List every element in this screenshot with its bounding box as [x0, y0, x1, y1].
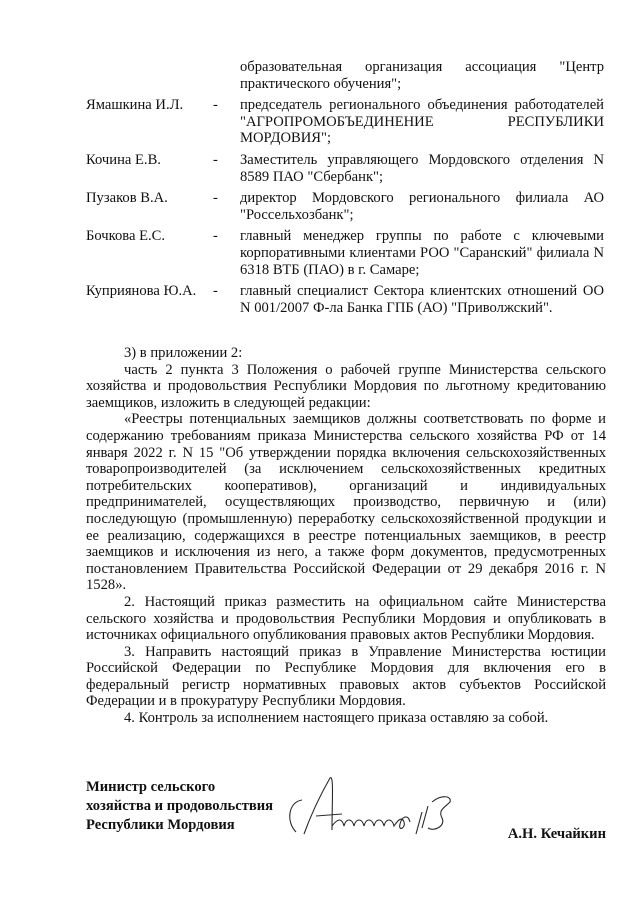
paragraph-item-2: 2. Настоящий приказ разместить на официальном сайте Министерства сельского хозяйства и продовольствия Республики Мордовия и опубликовать в источниках официального опубликования правовых актов Республики Мордовия. — [86, 593, 606, 644]
handwritten-signature — [282, 772, 482, 848]
member-row — [86, 283, 606, 316]
signatory-name: А.Н. Кечайкин — [507, 826, 606, 842]
member-role: образовательная организация ассоциация "Центр практического обучения"; — [240, 59, 604, 92]
signature-block — [86, 778, 606, 848]
member-role: главный менеджер группы по работе с ключевыми корпоративными клиентами РОО "Саранский" филиала N 6318 ВТБ (ПАО) в г. Самаре; — [240, 228, 604, 278]
member-dash: - — [213, 228, 218, 245]
member-role: директор Мордовского регионального филиала АО "Россельхозбанк"; — [240, 190, 604, 223]
member-row — [86, 152, 606, 185]
member-dash: - — [213, 97, 218, 114]
member-name: Пузаков В.А. — [86, 190, 168, 207]
paragraph-item-3: 3. Направить настоящий приказ в Управление Министерства юстиции Российской Федерации по Республике Мордовия для включения его в федеральный регистр нормативных правовых актов субъектов Российской Федерации и в прокуратуру Республики Мордовия. — [86, 643, 606, 710]
member-name: Бочкова Е.С. — [86, 228, 166, 245]
member-row-continued — [86, 59, 606, 92]
working-group-members — [86, 59, 606, 321]
paragraph-item-4: 4. Контроль за исполнением настоящего приказа оставляю за собой. — [124, 710, 549, 727]
paragraph-appendix-2: 3) в приложении 2: — [124, 345, 243, 361]
member-name: Кочина Е.В. — [86, 151, 161, 168]
member-role: главный специалист Сектора клиентских отношений ОО N 001/2007 Ф-ла Банка ГПБ (АО) "Приволжский". — [240, 283, 604, 316]
signatory-title-line: Министр сельского — [86, 779, 216, 795]
member-row — [86, 228, 606, 278]
signatory-title — [86, 778, 286, 835]
paragraph-amendment-text: «Реестры потенциальных заемщиков должны соответствовать по форме и содержанию требованиям приказа Министерства сельского хозяйства РФ от 14 января 2022 г. N 15 "Об утверждении порядка включения сельскохозяйственных товаропроизводителей (за исключением сельскохозяйственных кредитных потребительских кооперативов), организаций и индивидуальных предпринимателей, осуществляющих производство, первичную и (или) последующую (промышленную) переработку сельскохозяйственной продукции и ее реализацию, содержащихся в реестре потенциальных заемщиков, в реестр заемщиков и исключения из него, а также форм документов, предусмотренных постановлением Правительства Российской Федерации от 29 декабря 2016 г. N 1528». — [86, 411, 606, 594]
member-name: Ямашкина И.Л. — [86, 97, 184, 114]
member-name: Куприянова Ю.А. — [86, 283, 197, 300]
member-dash: - — [213, 151, 218, 168]
member-dash: - — [213, 190, 218, 207]
member-dash: - — [213, 283, 218, 300]
member-row — [86, 97, 606, 147]
member-role: председатель регионального объединения работодателей "АГРОПРОМОБЪЕДИНЕНИЕ РЕСПУБЛИКИ МОРДОВИЯ"; — [240, 97, 604, 147]
member-row — [86, 190, 606, 223]
paragraph-amendment-intro: часть 2 пункта 3 Положения о рабочей группе Министерства сельского хозяйства и продовольствия Республики Мордовия по льготному кредитованию заемщиков, изложить в следующей редакции: — [86, 361, 606, 411]
order-body-text — [86, 345, 606, 727]
signatory-title-line: Республики Мордовия — [86, 817, 235, 833]
signatory-title-line: хозяйства и продовольствия — [86, 798, 274, 814]
member-role: Заместитель управляющего Мордовского отделения N 8589 ПАО "Сбербанк"; — [240, 151, 604, 185]
